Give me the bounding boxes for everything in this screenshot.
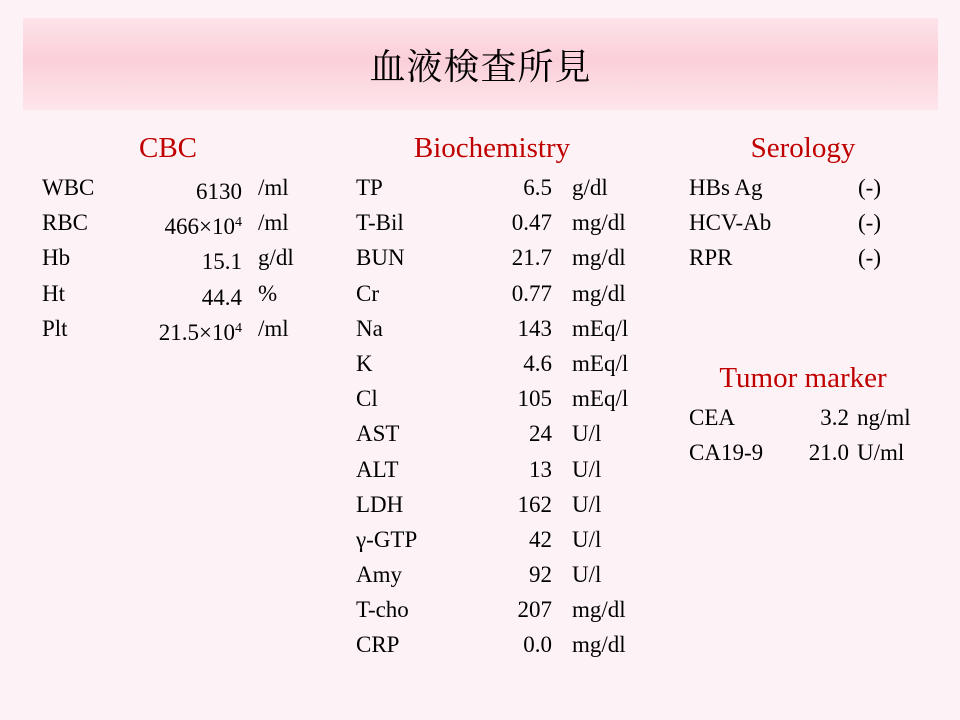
serology-heading: Serology [750,132,856,164]
biochem-name: Cr [356,280,379,306]
biochem-unit: mEq/l [572,386,629,412]
biochem-row [356,276,656,311]
biochem-value: 6.5 [523,175,552,200]
biochem-value: 42 [529,526,552,552]
biochem-name: K [356,350,373,376]
tumor-marker-name: CEA [689,405,735,430]
cbc-unit: /ml [258,175,289,200]
tumor-marker-unit: ng/ml [857,405,911,430]
cbc-unit: % [258,280,278,306]
cbc-name: WBC [42,175,95,200]
cbc-value-text: 466×10 [164,214,235,240]
cbc-unit: /ml [258,210,289,236]
serology-table [689,170,929,276]
cbc-heading: CBC [138,132,198,164]
biochem-value: 143 [517,315,552,341]
biochem-value: 92 [529,562,552,588]
cbc-name: Plt [42,315,68,341]
serology-value: (-) [858,210,881,236]
biochem-row [356,381,656,416]
cbc-row [42,276,322,311]
biochem-value: 207 [517,597,552,623]
biochem-unit: U/l [572,456,602,482]
biochem-row [356,416,656,451]
cbc-unit: g/dl [258,245,294,271]
serology-value: (-) [858,245,881,271]
biochem-row [356,522,656,557]
serology-name: HCV-Ab [689,210,772,236]
biochem-name: LDH [356,491,404,517]
biochem-name: γ-GTP [356,526,418,552]
biochem-unit: mg/dl [572,632,626,658]
serology-name: RPR [689,245,733,271]
biochem-name: T-cho [356,597,409,623]
serology-value: (-) [858,175,881,200]
biochem-name: TP [356,175,383,200]
tumor-marker-row [689,435,939,470]
cbc-table [42,170,322,346]
cbc-name: RBC [42,210,89,236]
biochem-name: Na [356,315,383,341]
cbc-row [42,205,322,240]
cbc-value [196,170,242,209]
biochem-unit: mEq/l [572,350,629,376]
biochem-row [356,627,656,662]
biochem-value: 0.0 [523,632,552,658]
cbc-unit: /ml [258,315,289,341]
tumor-marker-value: 3.2 [820,405,849,430]
title-band [23,18,938,110]
cbc-value-text: 44.4 [201,284,242,310]
biochemistry-table [356,170,656,663]
biochem-unit: U/l [572,491,602,517]
biochem-unit: mg/dl [572,210,626,236]
biochem-unit: mg/dl [572,597,626,623]
cbc-value [159,311,242,350]
tumor-marker-row [689,400,939,435]
biochem-unit: U/l [572,421,602,447]
biochem-unit: U/l [572,526,602,552]
biochem-value: 13 [529,456,552,482]
biochem-row [356,311,656,346]
biochem-unit: mg/dl [572,280,626,306]
biochem-value: 162 [517,491,552,517]
biochem-name: ALT [356,456,399,482]
cbc-name: Hb [42,245,71,271]
cbc-value [165,205,242,244]
biochem-row [356,240,656,275]
biochem-unit: mEq/l [572,315,629,341]
cbc-value-exponent: 4 [235,320,242,336]
biochem-unit: g/dl [572,175,608,200]
cbc-value [202,240,242,279]
tumor-marker-table [689,400,939,470]
biochem-row [356,557,656,592]
biochem-name: BUN [356,245,405,271]
biochem-value: 105 [517,386,552,412]
biochem-name: Cl [356,386,378,412]
tumor-marker-value: 21.0 [808,440,849,466]
serology-row [689,205,929,240]
page-title: 血液検査所見 [369,46,592,88]
cbc-row [42,240,322,275]
serology-row [689,170,929,205]
biochem-value: 24 [529,421,552,447]
serology-row [689,240,929,275]
biochem-name: T-Bil [356,210,404,236]
biochem-unit: mg/dl [572,245,626,271]
cbc-row [42,170,322,205]
biochem-row [356,592,656,627]
serology-name: HBs Ag [689,175,763,200]
biochem-name: CRP [356,632,400,658]
biochem-value: 0.47 [511,210,552,236]
cbc-value [202,276,242,315]
biochem-name: AST [356,421,400,447]
cbc-row [42,311,322,346]
biochem-row [356,487,656,522]
biochemistry-heading: Biochemistry [413,132,571,164]
biochem-row [356,452,656,487]
biochem-row [356,170,656,205]
cbc-value-text: 21.5×10 [158,319,235,345]
biochem-unit: U/l [572,562,602,588]
tumor-marker-unit: U/ml [857,440,905,466]
tumor-marker-heading: Tumor marker [719,362,887,394]
biochem-value: 4.6 [523,350,552,376]
biochem-row [356,346,656,381]
biochem-row [356,205,656,240]
cbc-name: Ht [42,280,65,306]
cbc-value-text: 15.1 [201,249,242,275]
biochem-name: Amy [356,562,402,588]
cbc-value-text: 6130 [196,179,242,204]
cbc-value-exponent: 4 [235,215,242,231]
biochem-value: 0.77 [511,280,552,306]
biochem-value: 21.7 [511,245,552,271]
tumor-marker-name: CA19-9 [689,440,764,466]
